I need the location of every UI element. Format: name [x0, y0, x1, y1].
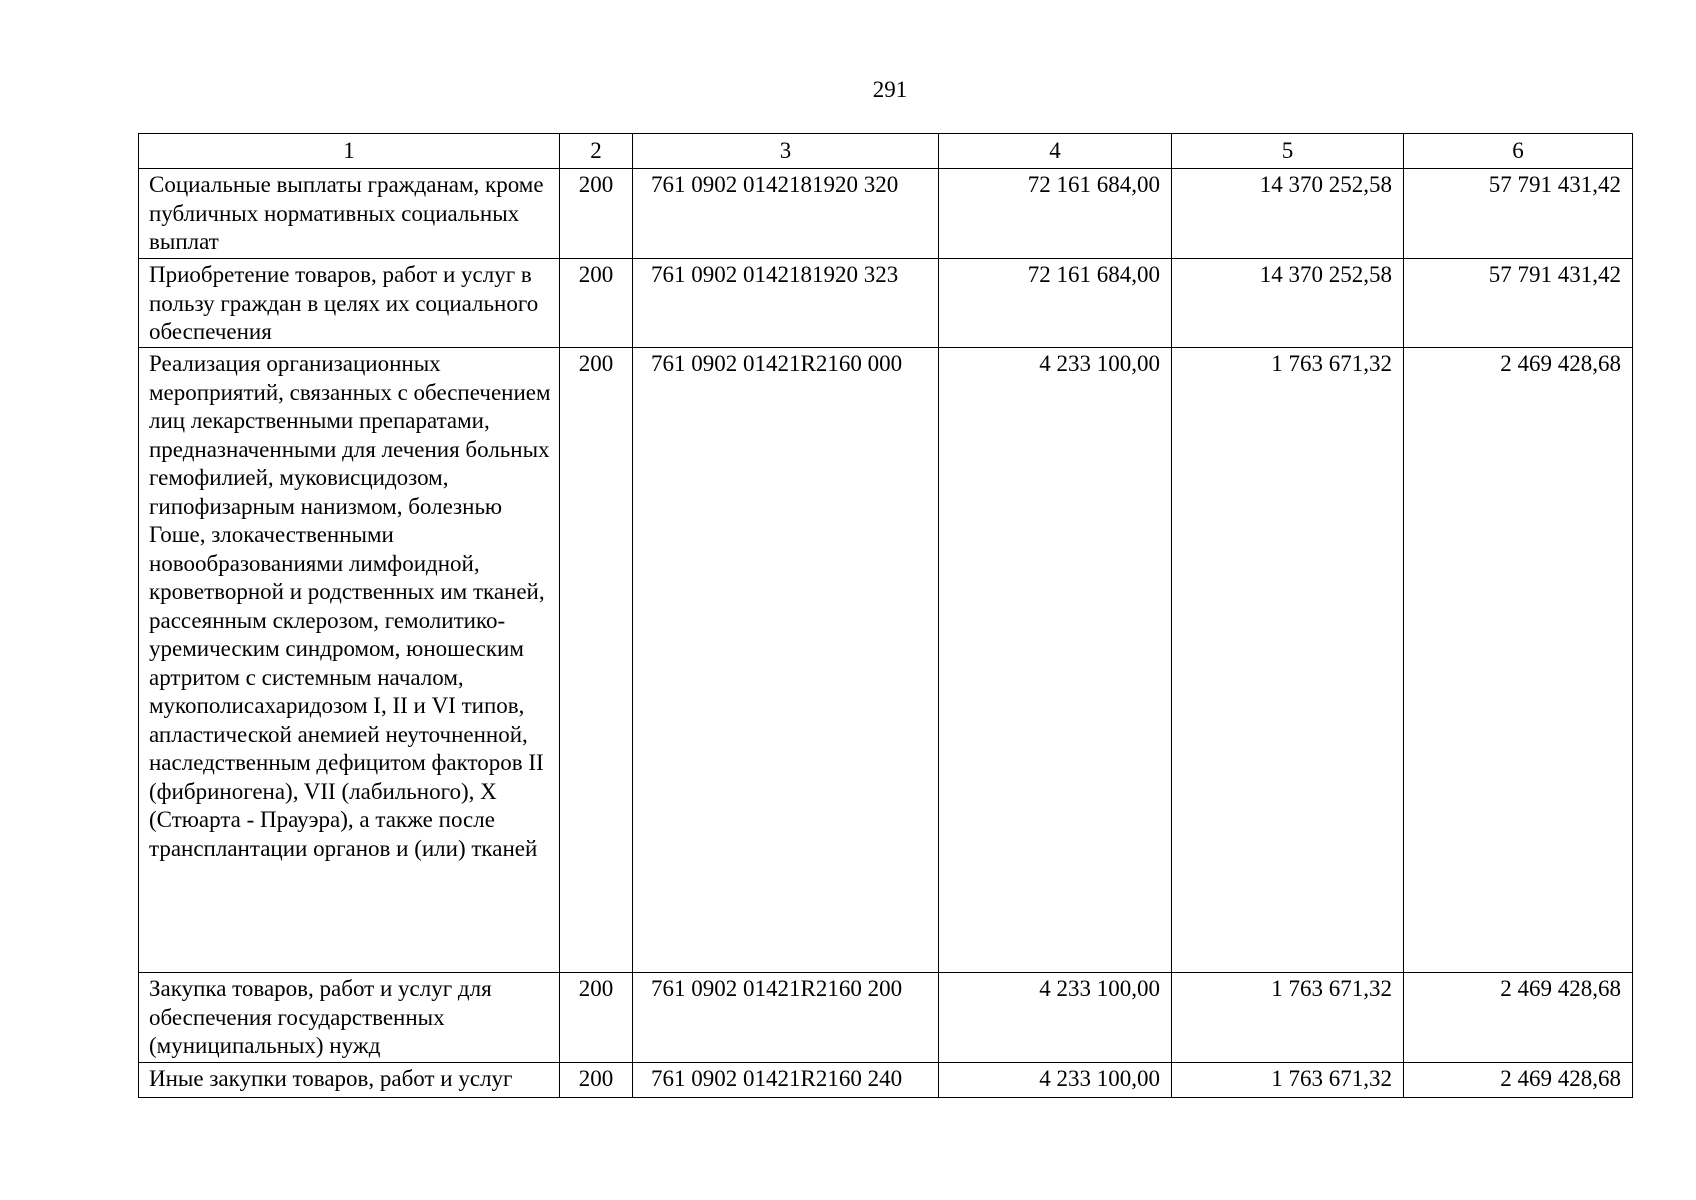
row-unexecuted-amount-cell: 2 469 428,68: [1404, 1063, 1633, 1098]
row-name-cell: Закупка товаров, работ и услуг для обеспечения государственных (муниципальных) нужд: [139, 973, 560, 1063]
column-header-3: 3: [633, 134, 939, 169]
row-code-cell: 200: [560, 169, 633, 259]
table-row: [139, 259, 1633, 348]
row-classification-code-cell: 761 0902 01421R2160 200: [633, 973, 939, 1063]
row-name-cell: Иные закупки товаров, работ и услуг: [139, 1063, 560, 1098]
row-code-cell: 200: [560, 973, 633, 1063]
row-unexecuted-amount-cell: 57 791 431,42: [1404, 259, 1633, 348]
row-approved-amount-cell: 4 233 100,00: [939, 1063, 1172, 1098]
row-executed-amount-cell: 14 370 252,58: [1172, 259, 1404, 348]
row-executed-amount-cell: 1 763 671,32: [1172, 1063, 1404, 1098]
column-header-6: 6: [1404, 134, 1633, 169]
row-unexecuted-amount-cell: 2 469 428,68: [1404, 348, 1633, 973]
row-code-cell: 200: [560, 348, 633, 973]
row-executed-amount-cell: 1 763 671,32: [1172, 348, 1404, 973]
row-approved-amount-cell: 72 161 684,00: [939, 259, 1172, 348]
budget-execution-table: [138, 133, 1633, 1098]
row-classification-code-cell: 761 0902 0142181920 323: [633, 259, 939, 348]
column-header-5: 5: [1172, 134, 1404, 169]
column-number-header-row: [139, 134, 1633, 169]
column-header-4: 4: [939, 134, 1172, 169]
table-row: [139, 973, 1633, 1063]
column-header-1: 1: [139, 134, 560, 169]
row-classification-code-cell: 761 0902 0142181920 320: [633, 169, 939, 259]
row-approved-amount-cell: 4 233 100,00: [939, 348, 1172, 973]
row-code-cell: 200: [560, 1063, 633, 1098]
row-name-cell: Социальные выплаты гражданам, кроме публичных нормативных социальных выплат: [139, 169, 560, 259]
row-executed-amount-cell: 14 370 252,58: [1172, 169, 1404, 259]
row-name-cell: Приобретение товаров, работ и услуг в пользу граждан в целях их социального обеспечения: [139, 259, 560, 348]
row-classification-code-cell: 761 0902 01421R2160 000: [633, 348, 939, 973]
column-header-2: 2: [560, 134, 633, 169]
row-classification-code-cell: 761 0902 01421R2160 240: [633, 1063, 939, 1098]
page-number: 291: [872, 77, 908, 102]
row-unexecuted-amount-cell: 2 469 428,68: [1404, 973, 1633, 1063]
table-row: [139, 1063, 1633, 1098]
row-executed-amount-cell: 1 763 671,32: [1172, 973, 1404, 1063]
row-name-cell: Реализация организационных мероприятий, связанных с обеспечением лиц лекарственными препаратами, предназначенными для лечения больных гемофилией, муковисцидозом, гипофизарным нанизмом, болезнью Гоше, злокачественными новообразованиями лимфоидной, кроветворной и родственных им тканей, рассеянным склерозом, гемолитико-уремическим синдромом, юношеским артритом с системным началом, мукополисахаридозом I, II и VI типов, апластической анемией неуточненной, наследственным дефицитом факторов II (фибриногена), VII (лабильного), X (Стюарта - Прауэра), а также после трансплантации органов и (или) тканей: [139, 348, 560, 973]
row-unexecuted-amount-cell: 57 791 431,42: [1404, 169, 1633, 259]
table-row: [139, 169, 1633, 259]
row-approved-amount-cell: 4 233 100,00: [939, 973, 1172, 1063]
row-code-cell: 200: [560, 259, 633, 348]
table-row: [139, 348, 1633, 973]
row-approved-amount-cell: 72 161 684,00: [939, 169, 1172, 259]
